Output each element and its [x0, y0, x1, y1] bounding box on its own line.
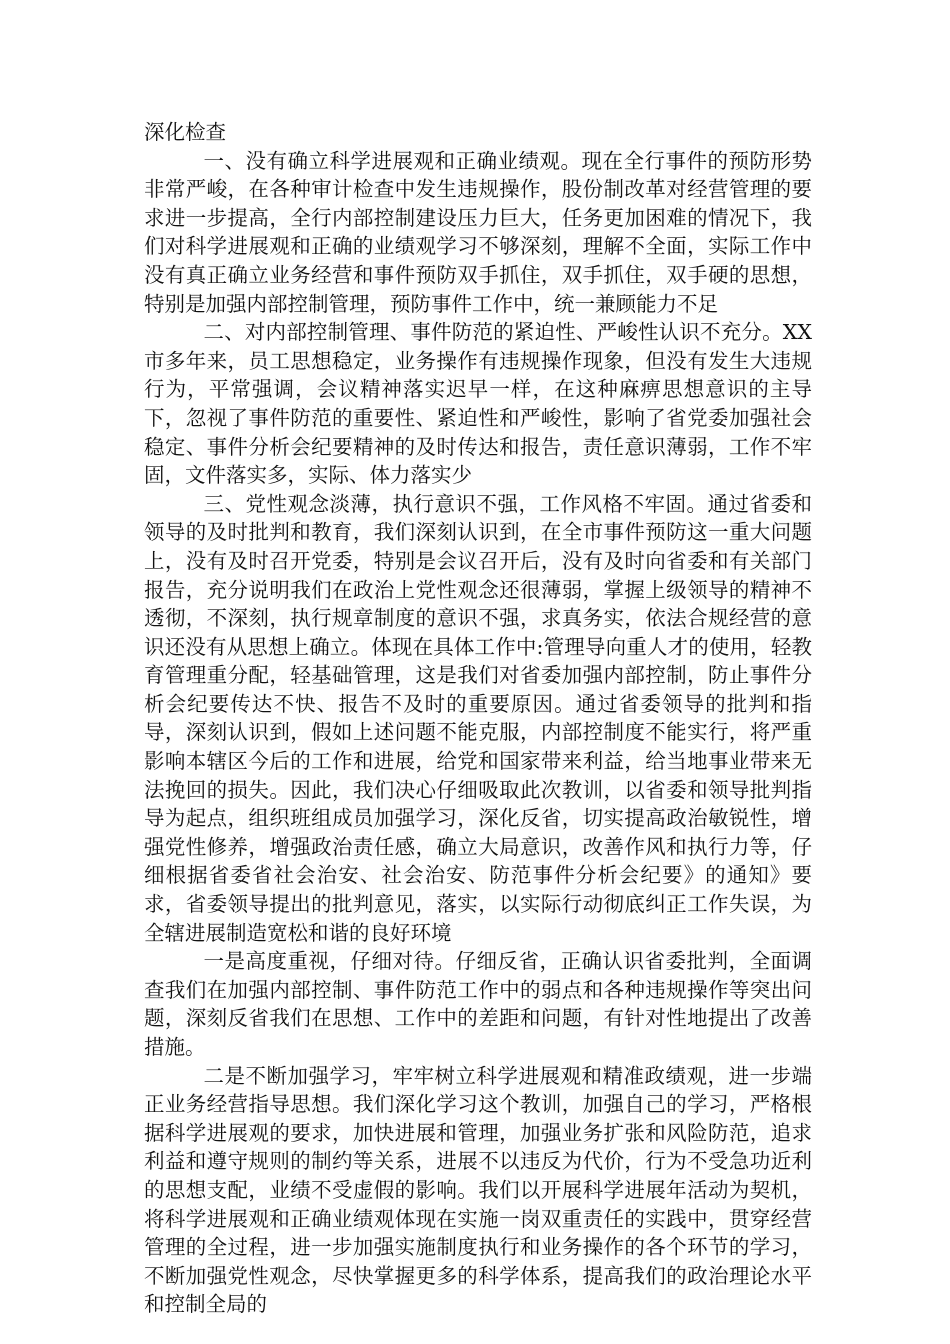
paragraph-2: 二、对内部控制管理、事件防范的紧迫性、严峻性认识不充分。XX市多年来，员工思想稳定，业务操作有违规操作现象，但没有发生大违规行为，平常强调，会议精神落实迟早一样，在这种麻痹思想意识的主导下，忽视了事件防范的重要性、紧迫性和严峻性，影响了省党委加强社会稳定、事件分析会纪要精神的及时传达和报告，责任意识薄弱，工作不牢固，文件落实多，实际、体力落实少	[144, 320, 812, 488]
document-title: 深化检查	[144, 120, 226, 144]
paragraph-5: 二是不断加强学习，牢牢树立科学进展观和精准政绩观，进一步端正业务经营指导思想。我们深化学习这个教训，加强自己的学习，严格根据科学进展观的要求，加快进展和管理，加强业务扩张和风险防范，追求利益和遵守规则的制约等关系，进展不以违反为代价，行为不受急功近利的思想支配，业绩不受虚假的影响。我们以开展科学进展年活动为契机，将科学进展观和正确业绩观体现在实施一岗双重责任的实践中，贯穿经营管理的全过程，进一步加强实施制度执行和业务操作的各个环节的学习，不断加强党性观念，尽快掌握更多的科学体系，提高我们的政治理论水平和控制全局的	[144, 1063, 812, 1317]
paragraph-4: 一是高度重视，仔细对待。仔细反省，正确认识省委批判，全面调查我们在加强内部控制、事件防范工作中的弱点和各种违规操作等突出问题，深刻反省我们在思想、工作中的差距和问题，有针对性地提出了改善措施。	[144, 949, 812, 1059]
paragraph-1: 一、没有确立科学进展观和正确业绩观。现在全行事件的预防形势非常严峻，在各种审计检查中发生违规操作，股份制改革对经营管理的要求进一步提高，全行内部控制建设压力巨大，任务更加困难的情况下，我们对科学进展观和正确的业绩观学习不够深刻，理解不全面，实际工作中没有真正确立业务经营和事件预防双手抓住，双手抓住，双手硬的思想，特别是加强内部控制管理，预防事件工作中，统一兼顾能力不足	[144, 148, 812, 316]
paragraph-3: 三、党性观念淡薄，执行意识不强，工作风格不牢固。通过省委和领导的及时批判和教育，我们深刻认识到，在全市事件预防这一重大问题上，没有及时召开党委，特别是会议召开后，没有及时向省委和有关部门报告，充分说明我们在政治上党性观念还很薄弱，掌握上级领导的精神不透彻，不深刻，执行规章制度的意识不强，求真务实，依法合规经营的意识还没有从思想上确立。体现在具体工作中:管理导向重人才的使用，轻教育管理重分配，轻基础管理，这是我们对省委加强内部控制，防止事件分析会纪要传达不快、报告不及时的重要原因。通过省委领导的批判和指导，深刻认识到，假如上述问题不能克服，内部控制度不能实行，将严重影响本辖区今后的工作和进展，给党和国家带来利益，给当地事业带来无法挽回的损失。因此，我们决心仔细吸取此次教训，以省委和领导批判指导为起点，组织班组成员加强学习，深化反省，切实提高政治敏锐性，增强党性修养，增强政治责任感，确立大局意识，改善作风和执行力等，仔细根据省委省社会治安、社会治安、防范事件分析会纪要》的通知》要求，省委领导提出的批判意见，落实，以实际行动彻底纠正工作失误，为全辖进展制造宽松和谐的良好环境	[144, 491, 812, 945]
document-body	[144, 118, 812, 1319]
